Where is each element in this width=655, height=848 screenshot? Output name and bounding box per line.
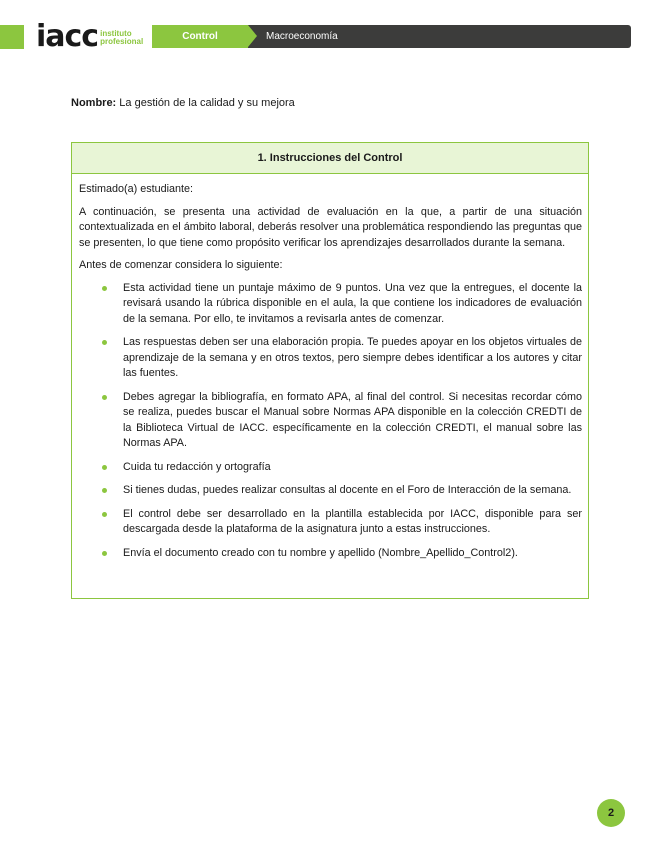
bullet-dot-icon	[102, 551, 107, 556]
bullet-dot-icon	[102, 395, 107, 400]
logo-wordmark: iacc	[36, 19, 99, 54]
section-label: Control	[152, 25, 248, 48]
name-value: La gestión de la calidad y su mejora	[116, 97, 295, 109]
instructions-body	[72, 174, 588, 561]
list-item	[102, 460, 582, 476]
list-item-text: Esta actividad tiene un puntaje máximo de 9 puntos. Una vez que la entregues, el docente la revisará usando la rúbrica disponible en el aula, la que contiene los indicadores de evaluación de la semana. Por ello, te invitamos a revisarla antes de comenzar.	[123, 281, 582, 325]
list-item	[102, 335, 582, 382]
before-paragraph: Antes de comenzar considera lo siguiente:	[79, 259, 283, 271]
iacc-logo	[36, 19, 144, 54]
list-item-text: Si tienes dudas, puedes realizar consultas al docente en el Foro de Interacción de la semana.	[123, 484, 572, 496]
list-item	[102, 390, 582, 452]
instructions-list	[102, 281, 582, 562]
list-item-text: Las respuestas deben ser una elaboración propia. Te puedes apoyar en los objetos virtuales de aprendizaje de la semana y en otros textos, pero siempre debes identificar a los autores y citar las fuentes.	[123, 336, 582, 379]
instructions-title: 1. Instrucciones del Control	[72, 143, 588, 174]
course-label: Macroeconomía	[266, 31, 338, 42]
list-item	[102, 507, 582, 538]
list-item	[102, 483, 582, 499]
list-item	[102, 546, 582, 562]
bullet-dot-icon	[102, 488, 107, 493]
section-arrow-icon	[248, 25, 257, 47]
list-item-text: El control debe ser desarrollado en la plantilla establecida por IACC, disponible para ser descargada desde la plataforma de la asignatura junto a estas instrucciones.	[123, 507, 582, 535]
header-green-square	[0, 25, 24, 49]
page-number-badge: 2	[597, 799, 625, 827]
instructions-box	[71, 142, 589, 599]
list-item-text: Debes agregar la bibliografía, en formato APA, al final del control. Si necesitas recordar cómo se realiza, puedes buscar el Manual sobre Normas APA disponible en la colección CREDTI de la Biblioteca Virtual de IACC. específicamente en la colección CREDTI, el manual sobre las Normas APA.	[123, 390, 582, 449]
list-item-text: Envía el documento creado con tu nombre y apellido (Nombre_Apellido_Control2).	[123, 546, 518, 559]
bullet-dot-icon	[102, 465, 107, 470]
bullet-dot-icon	[102, 286, 107, 291]
list-item	[102, 281, 582, 328]
intro-paragraph: A continuación, se presenta una actividad de evaluación en la que, a partir de una situación contextualizada en el ámbito laboral, deberás resolver una problemática respondiendo las preguntas que se presenten, lo que tiene como propósito verificar los aprendizajes desarrollados durante la semana.	[79, 205, 582, 249]
bullet-dot-icon	[102, 512, 107, 517]
bullet-dot-icon	[102, 340, 107, 345]
logo-sub-line-2: profesional	[100, 37, 144, 46]
greeting: Estimado(a) estudiante:	[79, 183, 194, 195]
logo-subtitle	[100, 30, 143, 46]
logo-sub-line-1: instituto	[100, 29, 132, 38]
list-item-text: Cuida tu redacción y ortografía	[123, 460, 271, 473]
name-line	[71, 97, 295, 109]
name-label: Nombre:	[71, 97, 117, 109]
